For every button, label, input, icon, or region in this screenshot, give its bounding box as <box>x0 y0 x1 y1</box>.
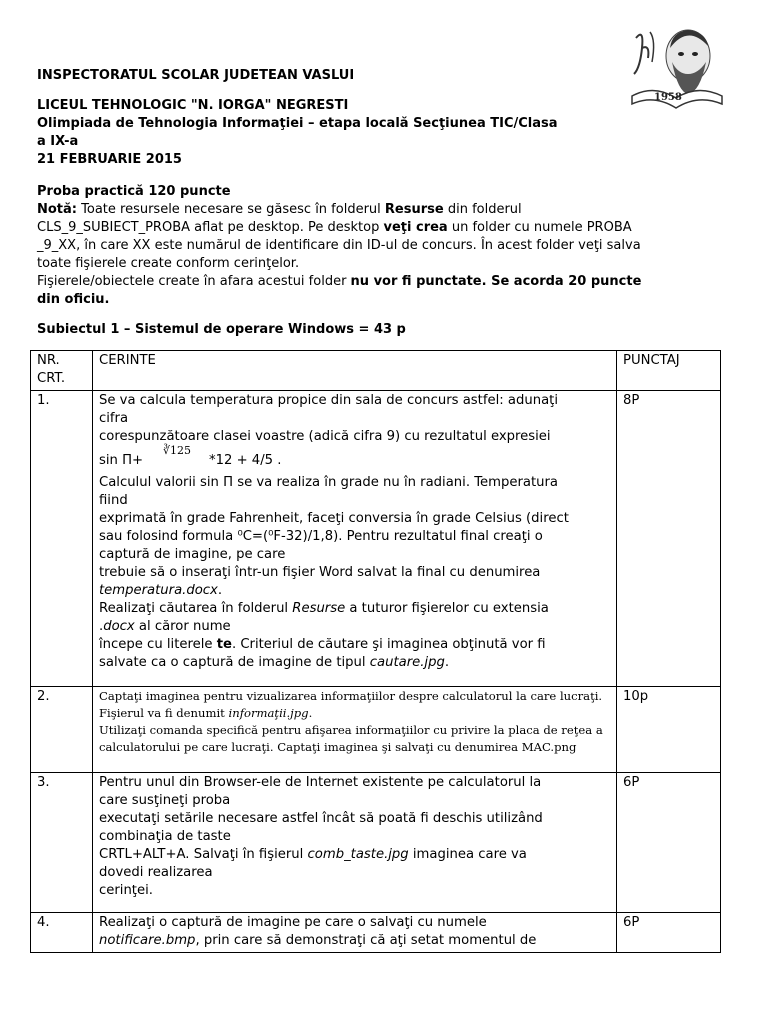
table-header-row <box>31 351 721 391</box>
nota-text: Fişierele/obiectele create în afara acestui folder <box>37 274 351 289</box>
req-line: exprimată în grade Fahrenheit, faceţi conversia în grade Celsius (direct <box>99 511 569 526</box>
req-line <box>99 846 611 864</box>
req-line: Captaţi imaginea pentru vizualizarea informaţiilor despre calculatorul la care lucraţi. <box>99 689 603 703</box>
oficiu-bold: . Se acorda 20 puncte <box>481 274 642 289</box>
veti-crea-bold: veţi crea <box>383 220 448 235</box>
req-text: . <box>217 583 223 598</box>
filename: temperatura.docx <box>99 583 218 598</box>
req-line: cerinţei. <box>99 883 153 898</box>
nota-line-4: toate fişierele create conform cerinţelor. <box>37 256 300 271</box>
row-requirement <box>93 391 617 687</box>
row-requirement <box>93 913 617 953</box>
formula-head: sin Π+ <box>99 453 144 468</box>
prefix-bold: te <box>216 637 232 652</box>
row-nr: 4. <box>31 913 93 953</box>
req-line: Realizaţi o captură de imagine pe care o salvaţi cu numele <box>99 915 487 930</box>
req-text: salvate ca o captură de imagine de tipul <box>99 655 370 670</box>
req-line: cifra <box>99 411 129 426</box>
filename: cautare.jpg <box>369 655 445 670</box>
req-line: trebuie să o inseraţi într-un fişier Word salvat la final cu denumirea <box>99 565 541 580</box>
row-points: 6P <box>617 913 721 953</box>
req-text: începe cu literele <box>99 637 217 652</box>
req-line: dovedi realizarea <box>99 865 213 880</box>
req-line: calculatorului pe care lucraţi. Captaţi imaginea şi salvaţi cu denumirea MAC.png <box>99 740 577 754</box>
not-scored-bold: nu vor fi punctate <box>350 274 482 289</box>
nota-label: Notă: <box>37 202 77 217</box>
req-text: . <box>308 706 313 720</box>
req-line: Calculul valorii sin Π se va realiza în grade nu în radiani. Temperatura <box>99 475 558 490</box>
table-row <box>31 391 721 687</box>
req-line <box>99 636 611 654</box>
header-punctaj: PUNCTAJ <box>617 351 721 391</box>
logo-year: 1958 <box>654 92 682 103</box>
req-text: . <box>444 655 450 670</box>
nota-line-6: din oficiu. <box>37 292 110 307</box>
exam-date: 21 FEBRUARIE 2015 <box>37 152 182 167</box>
resurse-bold: Resurse <box>384 202 444 217</box>
table-row <box>31 687 721 773</box>
header-crt-label: CRT. <box>37 371 66 386</box>
req-line: combinaţia de taste <box>99 829 231 844</box>
filename: comb_taste.jpg <box>307 847 409 862</box>
header-nr-label: NR. <box>37 353 60 368</box>
school-logo <box>626 18 728 110</box>
req-text: , prin care să demonstraţi că aţi setat momentul de <box>195 933 537 948</box>
row-requirement <box>93 773 617 913</box>
nota-line-5 <box>37 273 707 291</box>
school-name: LICEUL TEHNOLOGIC "N. IORGA" NEGRESTI <box>37 98 349 113</box>
req-text: Fişierul va fi denumit <box>99 706 229 720</box>
req-line: care susţineţi proba <box>99 793 231 808</box>
nota-text: un folder cu numele PROBA <box>447 220 632 235</box>
formula-tail: *12 + 4/5 . <box>209 453 282 468</box>
req-line <box>99 600 611 618</box>
nota-text: Toate resursele necesare se găsesc în folderul <box>77 202 385 217</box>
olympiad-title: Olimpiada de Tehnologia Informaţiei – etapa locală Secţiunea TIC/Clasa <box>37 116 558 131</box>
req-line: Pentru unul din Browser-ele de Internet existente pe calculatorul la <box>99 775 542 790</box>
row-nr: 2. <box>31 687 93 773</box>
row-nr: 3. <box>31 773 93 913</box>
req-text: Realizaţi căutarea în folderul <box>99 601 293 616</box>
row-points: 8P <box>617 391 721 687</box>
req-line: captură de imagine, pe care <box>99 547 286 562</box>
nota-text: din folderul <box>443 202 522 217</box>
nota-line-2 <box>37 219 707 237</box>
olympiad-class: a IX-a <box>37 134 79 149</box>
filename: informaţii.jpg <box>228 706 309 720</box>
req-line: Utilizaţi comanda specifică pentru afişarea informaţiilor cu privire la placa de reţea a <box>99 723 603 737</box>
req-line: fiind <box>99 493 128 508</box>
requirements-table <box>30 350 721 953</box>
folder-name: Resurse <box>292 601 346 616</box>
req-line <box>99 618 611 636</box>
nota-text: CLS_9_SUBIECT_PROBA aflat pe desktop. Pe desktop <box>37 220 384 235</box>
req-line: sau folosind formula ⁰C=(⁰F-32)/1,8). Pentru rezultatul final creaţi o <box>99 529 543 544</box>
req-text: . <box>99 619 104 634</box>
extension: docx <box>103 619 135 634</box>
row-nr: 1. <box>31 391 93 687</box>
nota-line-1 <box>37 201 707 219</box>
req-line: executaţi setările necesare astfel încât să poată fi deschis utilizând <box>99 811 543 826</box>
req-line <box>99 654 611 672</box>
req-line <box>99 932 611 950</box>
req-line <box>99 705 611 722</box>
table-row <box>31 773 721 913</box>
inspectorate-title: INSPECTORATUL SCOLAR JUDETEAN VASLUI <box>37 68 355 83</box>
req-line: corespunzătoare clasei voastre (adică cifra 9) cu rezultatul expresiei <box>99 429 551 444</box>
req-text: a tuturor fişierelor cu extensia <box>345 601 549 616</box>
nota-line-3: _9_XX, în care XX este numărul de identificare din ID-ul de concurs. În acest folder veţi salva <box>37 238 641 253</box>
req-text: imaginea care va <box>408 847 527 862</box>
req-text: CRTL+ALT+A. Salvaţi în fişierul <box>99 847 308 862</box>
row-requirement <box>93 687 617 773</box>
subiect-title: Subiectul 1 – Sistemul de operare Windows = 43 p <box>37 322 406 337</box>
req-line <box>99 582 611 600</box>
formula <box>99 446 611 472</box>
row-points: 6P <box>617 773 721 913</box>
req-text: al căror nume <box>134 619 231 634</box>
req-text: . Criteriul de căutare şi imaginea obţinută vor fi <box>231 637 546 652</box>
cube-root: ∛125 <box>163 444 192 457</box>
header-nr <box>31 351 93 391</box>
filename: notificare.bmp <box>99 933 196 948</box>
row-points: 10p <box>617 687 721 773</box>
proba-title: Proba practică 120 puncte <box>37 184 231 199</box>
header-cerinte: CERINTE <box>93 351 617 391</box>
req-line: Se va calcula temperatura propice din sala de concurs astfel: adunaţi <box>99 393 558 408</box>
table-row <box>31 913 721 953</box>
